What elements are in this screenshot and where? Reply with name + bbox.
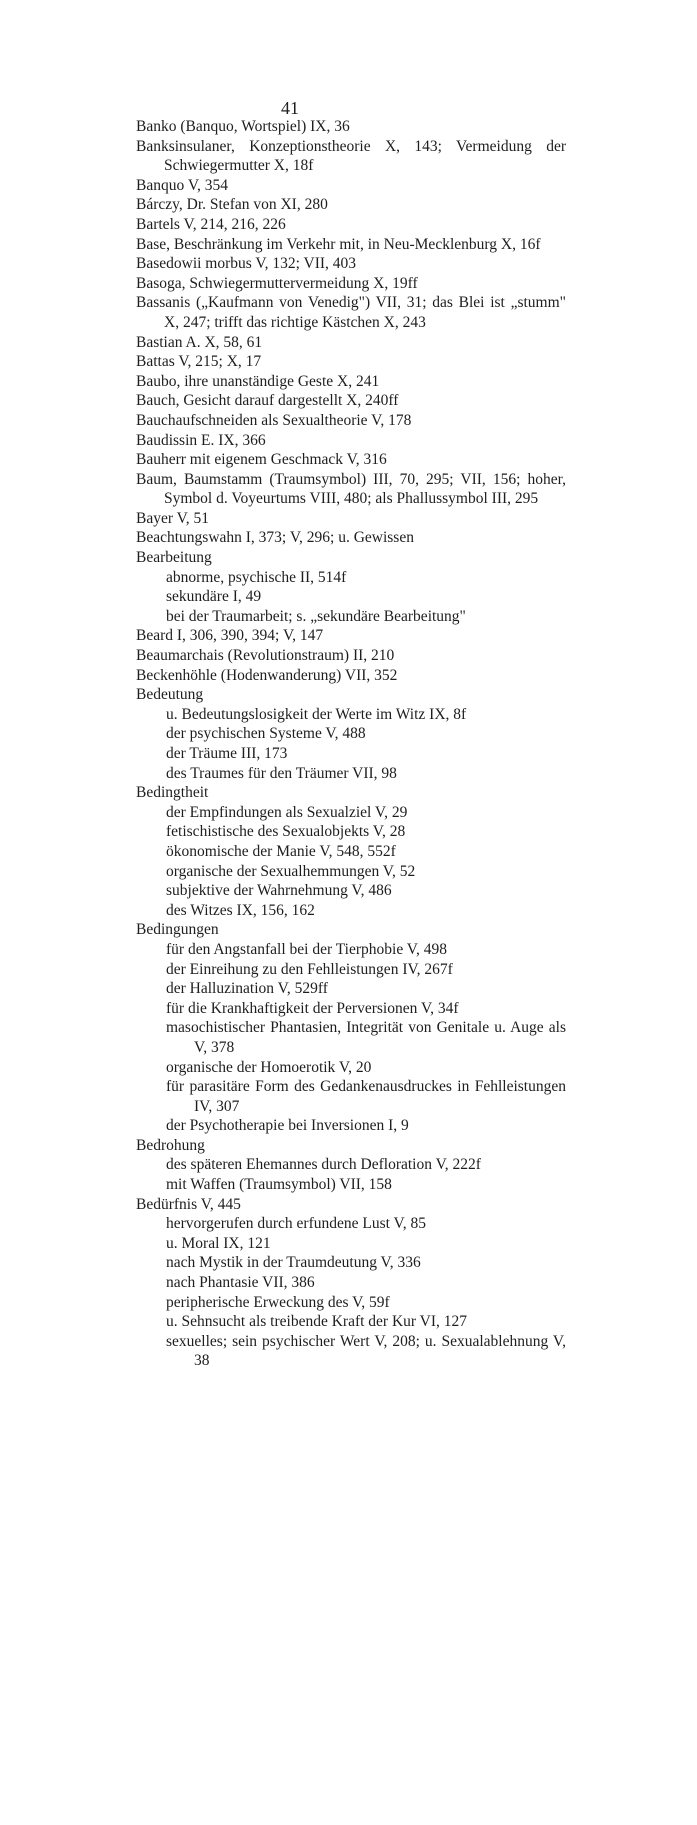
index-entry: Beckenhöhle (Hodenwanderung) VII, 352 xyxy=(136,666,398,684)
index-subentry: masochistischer Phantasien, Integrität von Genitale u. Auge als V, 378 xyxy=(166,1019,566,1056)
index-subentry: nach Phantasie VII, 386 xyxy=(166,1274,315,1292)
index-subentry: sekundäre I, 49 xyxy=(166,588,262,606)
index-subentry: der Träume III, 173 xyxy=(166,745,288,762)
index-subentry: nach Mystik in der Traumdeutung V, 336 xyxy=(166,1254,421,1272)
index-entry: Bedingungen xyxy=(136,921,219,939)
index-subentry: mit Waffen (Traumsymbol) VII, 158 xyxy=(166,1176,392,1194)
index-entry: Baum, Baumstamm (Traumsymbol) III, 70, 295; VII, 156; hoher, Symbol d. Voyeurtums VIII, 480; als Phallussymbol III, 295 xyxy=(136,470,566,508)
index-entry: Bauch, Gesicht darauf dargestellt X, 240ff xyxy=(136,392,399,410)
index-entry: Basoga, Schwiegermuttervermeidung X, 19ff xyxy=(136,274,418,292)
index-subentry: peripherische Erweckung des V, 59f xyxy=(166,1293,390,1311)
index-entry: Banko (Banquo, Wortspiel) IX, 36 xyxy=(136,118,350,135)
index-entry: Beard I, 306, 390, 394; V, 147 xyxy=(136,627,324,645)
index-entry: Base, Beschränkung im Verkehr mit, in Neu-Mecklenburg X, 16f xyxy=(136,235,541,253)
index-subentry: des Traumes für den Träumer VII, 98 xyxy=(166,764,397,782)
index-subentry: des Witzes IX, 156, 162 xyxy=(166,901,315,919)
index-entry: Bedingtheit xyxy=(136,784,209,802)
index-entry: Basedowii morbus V, 132; VII, 403 xyxy=(136,255,357,273)
index-entry: Baubo, ihre unanständige Geste X, 241 xyxy=(136,372,380,390)
index-entry: Bassanis („Kaufmann von Venedig") VII, 31; das Blei ist „stumm" X, 247; trifft das richtige Kästchen X, 243 xyxy=(136,294,566,331)
index-subentry: für parasitäre Form des Gedankenausdruckes in Fehlleistungen IV, 307 xyxy=(166,1078,566,1115)
index-subentry: der psychischen Systeme V, 488 xyxy=(166,725,366,743)
index-entry: Bedürfnis V, 445 xyxy=(136,1195,241,1213)
page-number: 41 xyxy=(281,98,299,118)
index-entry: Beachtungswahn I, 373; V, 296; u. Gewissen xyxy=(136,529,414,547)
index-subentry: für die Krankhaftigkeit der Perversionen V, 34f xyxy=(166,999,459,1017)
index-entry: Bastian A. X, 58, 61 xyxy=(136,333,263,351)
index-subentry: u. Sehnsucht als treibende Kraft der Kur VI, 127 xyxy=(166,1313,468,1331)
index-entry: Battas V, 215; X, 17 xyxy=(136,353,262,371)
index-entry: Bearbeitung xyxy=(136,549,212,567)
index-entry: Baudissin E. IX, 366 xyxy=(136,431,266,449)
index-subentry: der Empfindungen als Sexualziel V, 29 xyxy=(166,803,408,821)
index-subentry: u. Moral IX, 121 xyxy=(166,1234,271,1252)
index-entry: Bartels V, 214, 216, 226 xyxy=(136,215,286,233)
index-subentry: für den Angstanfall bei der Tierphobie V, 498 xyxy=(166,940,447,958)
index-subentry: sexuelles; sein psychischer Wert V, 208; u. Sexualablehnung V, 38 xyxy=(166,1332,566,1370)
index-entry: Bedrohung xyxy=(136,1136,205,1154)
index-subentry: der Psychotherapie bei Inversionen I, 9 xyxy=(166,1117,409,1135)
index-subentry: des späteren Ehemannes durch Defloration V, 222f xyxy=(166,1156,481,1174)
index-subentry: u. Bedeutungslosigkeit der Werte im Witz IX, 8f xyxy=(166,705,467,723)
index-subentry: ökonomische der Manie V, 548, 552f xyxy=(166,842,396,860)
index-subentry: hervorgerufen durch erfundene Lust V, 85 xyxy=(166,1215,426,1233)
index-subentry: der Halluzination V, 529ff xyxy=(166,980,328,998)
index-entry: Bauherr mit eigenem Geschmack V, 316 xyxy=(136,451,387,469)
index-subentry: bei der Traumarbeit; s. „sekundäre Bearbeitung" xyxy=(166,607,466,625)
index-subentry: organische der Homoerotik V, 20 xyxy=(166,1058,372,1076)
index-entry: Bedeutung xyxy=(136,686,204,704)
index-entry: Beaumarchais (Revolutionstraum) II, 210 xyxy=(136,647,395,665)
index-entry: Banksinsulaner, Konzeptionstheorie X, 143; Vermeidung der Schwiegermutter X, 18f xyxy=(136,137,566,175)
index-subentry: abnorme, psychische II, 514f xyxy=(166,568,347,586)
index-subentry: der Einreihung zu den Fehlleistungen IV, 267f xyxy=(166,960,453,978)
index-list xyxy=(136,117,566,1371)
index-subentry: fetischistische des Sexualobjekts V, 28 xyxy=(166,823,406,841)
index-entry: Banquo V, 354 xyxy=(136,176,229,194)
index-entry: Bayer V, 51 xyxy=(136,509,210,527)
index-subentry: subjektive der Wahrnehmung V, 486 xyxy=(166,882,392,900)
index-entry: Bauchaufschneiden als Sexualtheorie V, 178 xyxy=(136,411,412,429)
index-subentry: organische der Sexualhemmungen V, 52 xyxy=(166,862,416,880)
index-entry: Bárczy, Dr. Stefan von XI, 280 xyxy=(136,196,328,214)
